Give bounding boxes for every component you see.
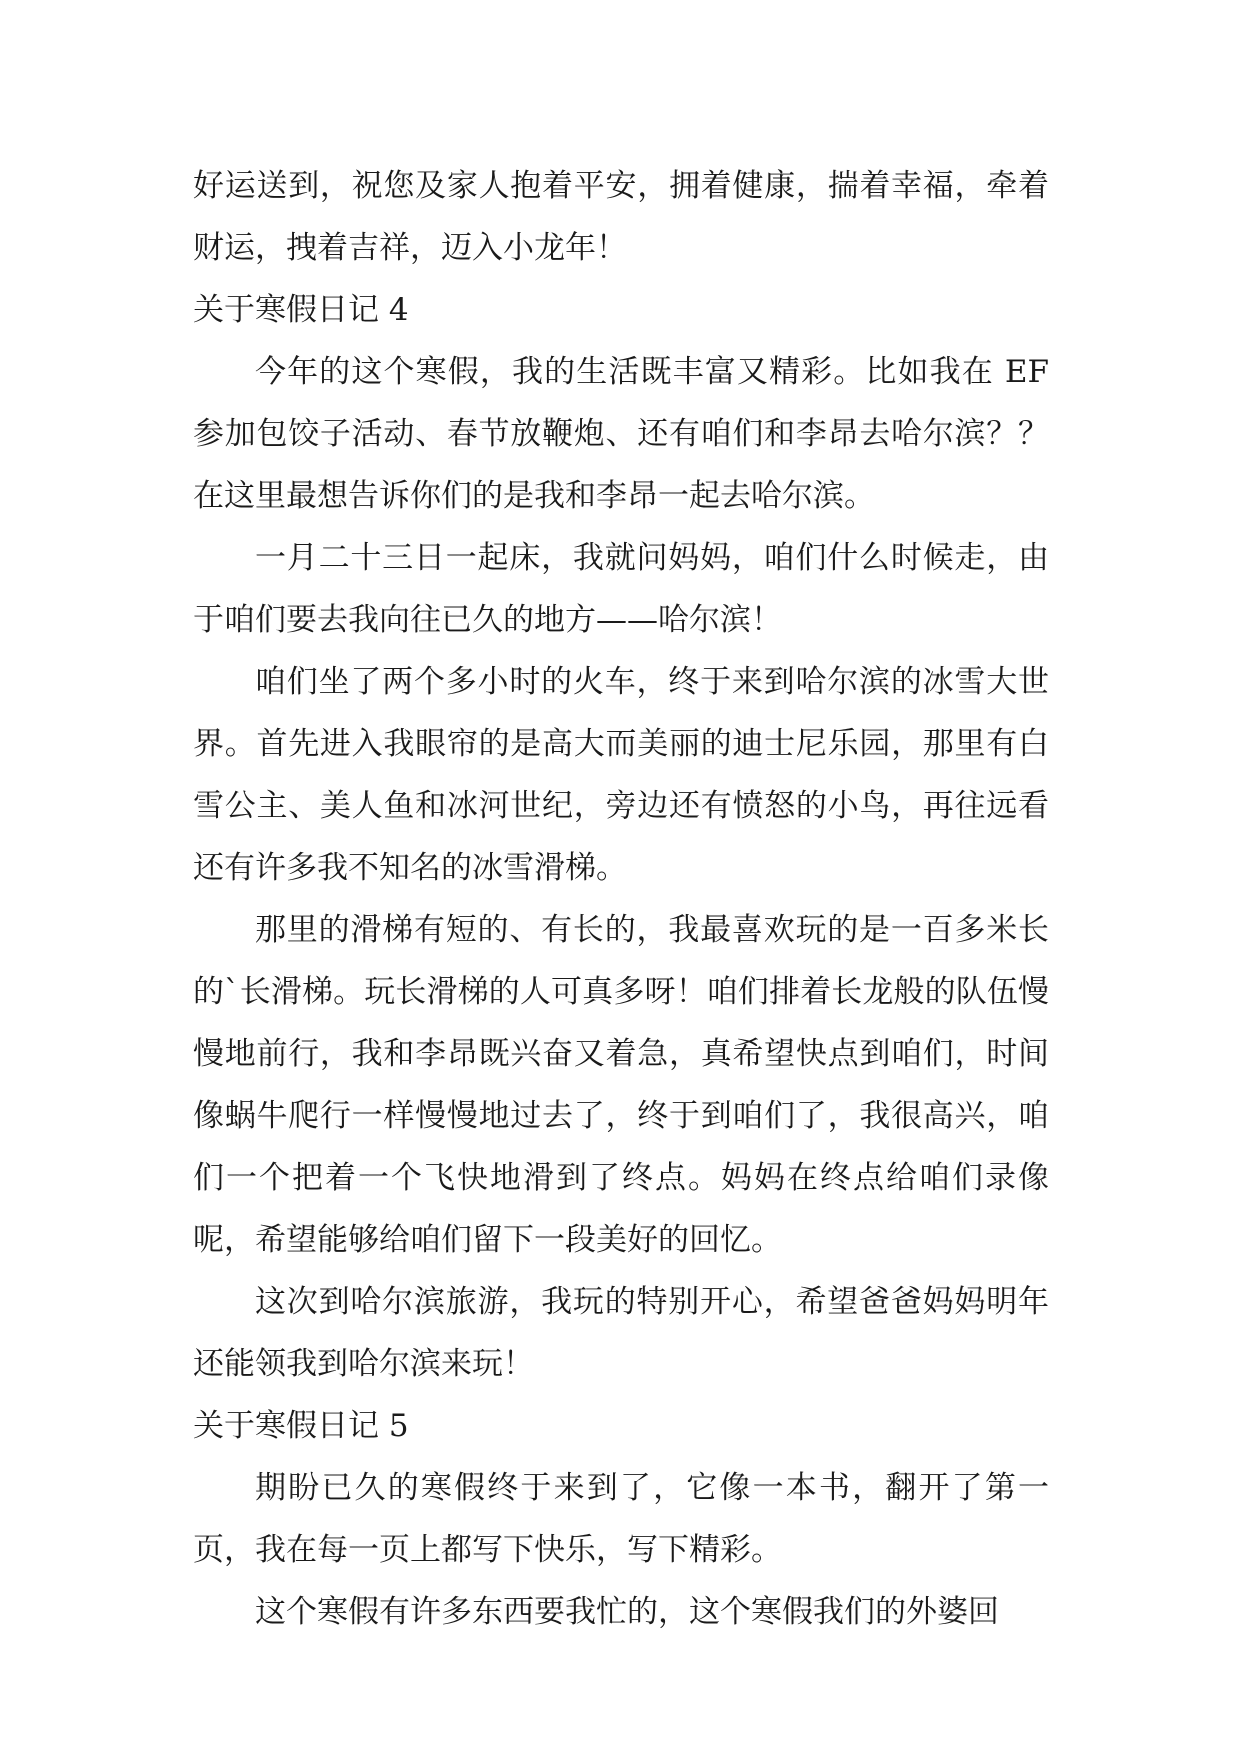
paragraph: 咱们坐了两个多小时的火车，终于来到哈尔滨的冰雪大世界。首先进入我眼帘的是高大而美丽的迪士尼乐园，那里有白雪公主、美人鱼和冰河世纪，旁边还有愤怒的小鸟，再往远看还有许多我不知名的冰雪滑梯。 [193, 664, 1049, 886]
paragraph: 一月二十三日一起床，我就问妈妈，咱们什么时候走，由于咱们要去我向往已久的地方——哈尔滨！ [193, 540, 1049, 638]
paragraph: 期盼已久的寒假终于来到了，它像一本书，翻开了第一页，我在每一页上都写下快乐，写下精彩。 [193, 1470, 1049, 1568]
paragraph: 那里的滑梯有短的、有长的，我最喜欢玩的是一百多米长的`长滑梯。玩长滑梯的人可真多呀！咱们排着长龙般的队伍慢慢地前行，我和李昂既兴奋又着急，真希望快点到咱们，时间像蜗牛爬行一样慢慢地过去了，终于到咱们了，我很高兴，咱们一个把着一个飞快地滑到了终点。妈妈在终点给咱们录像呢，希望能够给咱们留下一段美好的回忆。 [193, 912, 1049, 1258]
paragraph: 这个寒假有许多东西要我忙的，这个寒假我们的外婆回 [255, 1594, 999, 1630]
paragraph: 这次到哈尔滨旅游，我玩的特别开心，希望爸爸妈妈明年还能领我到哈尔滨来玩！ [193, 1284, 1049, 1382]
section-heading: 关于寒假日记 4 [193, 292, 409, 328]
section-heading: 关于寒假日记 5 [193, 1408, 409, 1444]
paragraph: 好运送到，祝您及家人抱着平安，拥着健康，揣着幸福，牵着财运，拽着吉祥，迈入小龙年！ [193, 168, 1049, 266]
paragraph: 今年的这个寒假，我的生活既丰富又精彩。比如我在 EF参加包饺子活动、春节放鞭炮、还有咱们和李昂去哈尔滨？？在这里最想告诉你们的是我和李昂一起去哈尔滨。 [193, 354, 1049, 514]
document-body [193, 155, 1049, 1643]
